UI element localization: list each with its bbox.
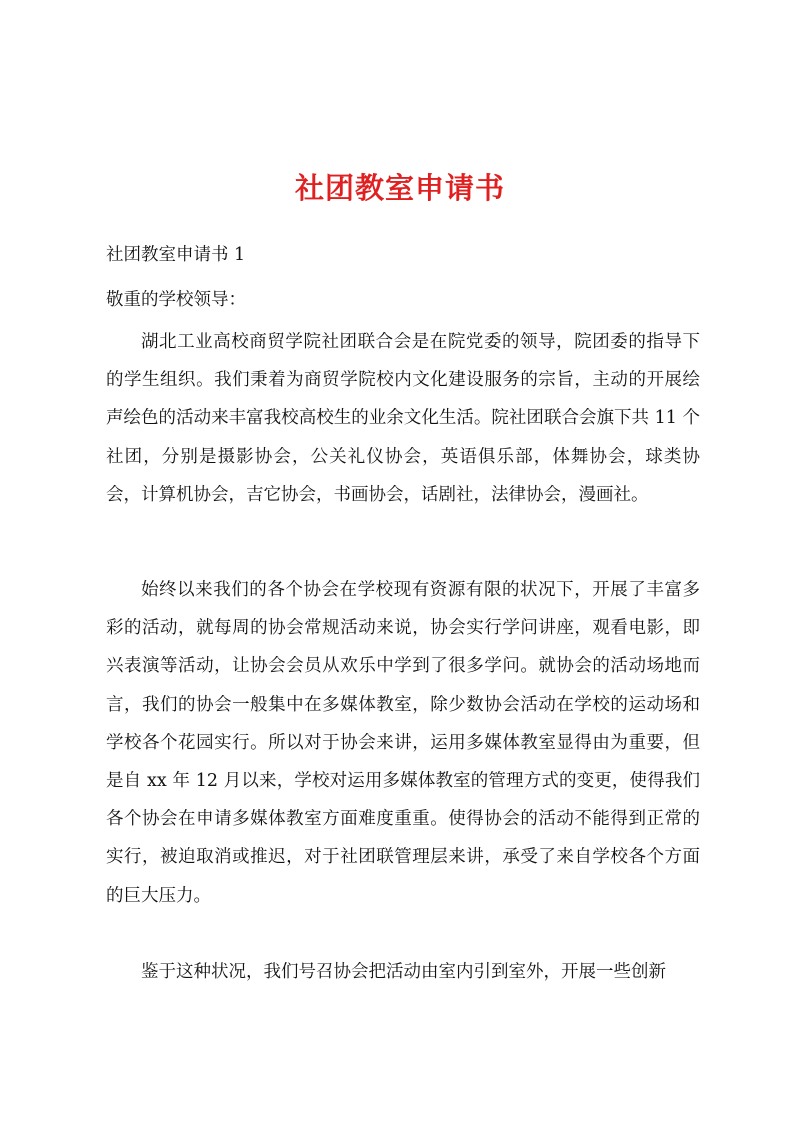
salutation: 敬重的学校领导：: [106, 290, 246, 310]
paragraph: 鉴于这种状况，我们号召协会把活动由室内引到室外，开展一些创新: [141, 962, 666, 982]
paragraph: 湖北工业高校商贸学院社团联合会是在院党委的领导，院团委的指导下的学生组织。我们秉着为商贸学院校内文化建设服务的宗旨，主动的开展绘声绘色的活动来丰富我校高校生的业余文化生活。院社团联合会旗下共 11 个社团，分别是摄影协会，公关礼仪协会，英语俱乐部，体舞协会，球类协会，计算机协会，吉它协会，书画协会，话剧社，法律协会，漫画社。: [106, 332, 700, 505]
document-subtitle: 社团教室申请书 1: [106, 245, 246, 265]
paragraph: 始终以来我们的各个协会在学校现有资源有限的状况下，开展了丰富多彩的活动，就每周的协会常规活动来说，协会实行学问讲座，观看电影，即兴表演等活动，让协会会员从欢乐中学到了很多学问。就协会的活动场地而言，我们的协会一般集中在多媒体教室，除少数协会活动在学校的运动场和学校各个花园实行。所以对于协会来讲，运用多媒体教室显得由为重要，但是自 xx 年 12 月以来，学校对运用多媒体教室的管理方式的变更，使得我们各个协会在申请多媒体教室方面难度重重。使得协会的活动不能得到正常的实行，被迫取消或推迟，对于社团联管理层来讲，承受了来自学校各个方面的巨大压力。: [106, 580, 700, 906]
page-title: 社团教室申请书: [294, 171, 505, 205]
